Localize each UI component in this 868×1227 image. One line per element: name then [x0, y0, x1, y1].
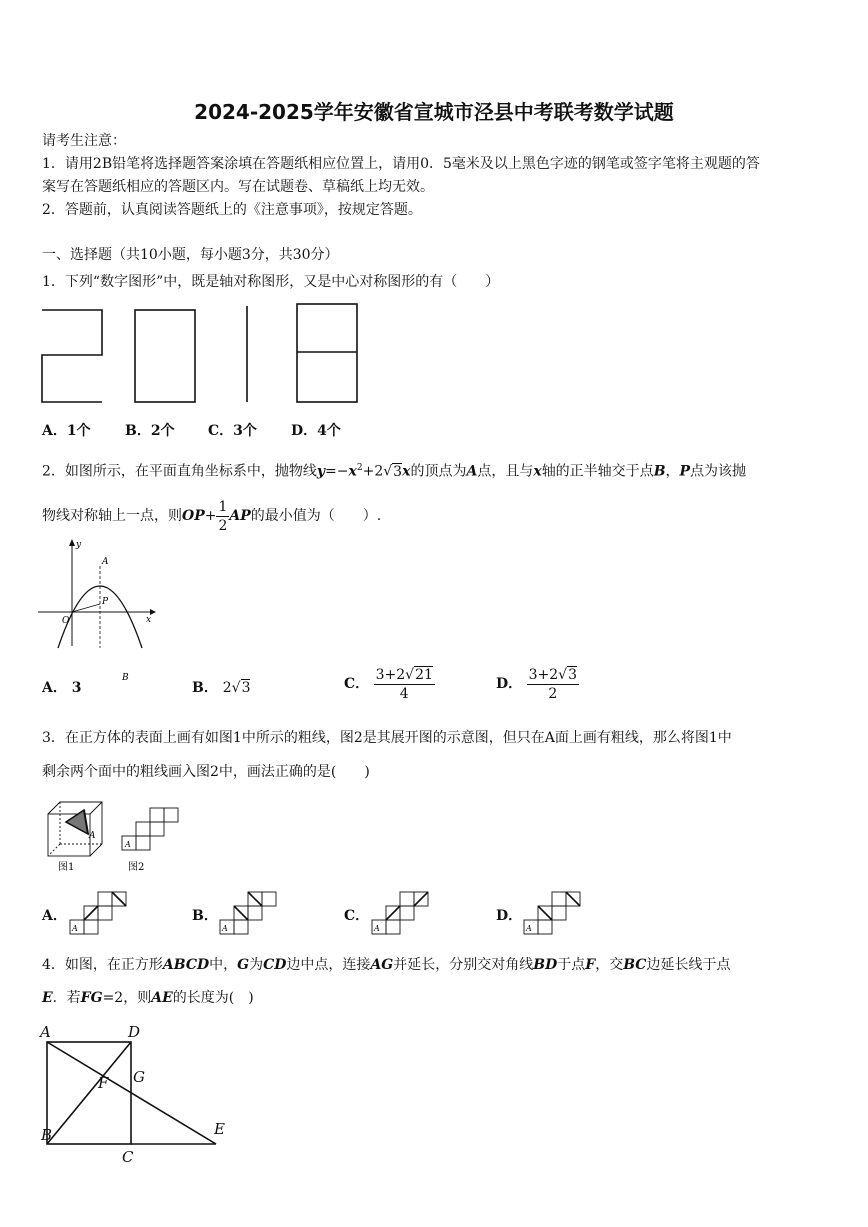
q2-stem-line1: 2．如图所示，在平面直角坐标系中，抛物线$y=-x^2+2√3x$的顶点为A点，且与x轴的正半轴交于点B，P点为该抛 — [42, 463, 747, 480]
q1-stem: 1．下列“数字图形”中，既是轴对称图形，又是中心对称图形的有（ ） — [42, 274, 500, 290]
q3-option-d[interactable]: D． — [496, 908, 523, 924]
svg-text:A: A — [222, 924, 228, 933]
q1-digit-figures — [40, 300, 370, 410]
q2-option-b[interactable]: B． 2√3 — [192, 680, 251, 696]
q2-option-c[interactable]: C． $\frac{3+2√21}{4}$ — [344, 666, 433, 702]
q3-option-b[interactable]: B． — [192, 908, 218, 924]
svg-text:A: A — [374, 924, 380, 933]
svg-text:A: A — [72, 924, 78, 933]
q2-option-d[interactable]: D． $\frac{3+2√3}{2}$ — [496, 666, 577, 702]
section-heading: 一、选择题（共10小题，每小题3分，共30分） — [42, 247, 339, 263]
digit-0-figure — [135, 310, 195, 402]
q4-stem-line2: E．若FG=2，则AE的长度为( ) — [42, 990, 254, 1006]
fig1-caption: 图1 — [58, 862, 75, 873]
q3-option-c[interactable]: C． — [344, 908, 370, 924]
fig-label-p: P — [102, 597, 109, 607]
q4-square-figure — [36, 1020, 236, 1166]
q4-stem-line1: 4．如图，在正方形ABCD中，G为CD边中点，连接AG并延长，分别交对角线BD于点F，交BC边延长线于点 — [42, 957, 731, 973]
fig-label-b: B — [41, 1126, 53, 1144]
digit-2-figure — [42, 310, 102, 402]
fig2-caption: 图2 — [128, 862, 145, 873]
notice-item-1: 1．请用2B铅笔将选择题答案涂填在答题纸相应位置上，请用0．5毫米及以上黑色字迹的钢笔或签字笔将主观题的答 — [42, 156, 760, 172]
q3-stem-line2: 剩余两个面中的粗线画入图2中，画法正确的是( ) — [42, 764, 370, 780]
q1-option-b[interactable]: B．2个 — [125, 423, 175, 439]
notice-item-2: 2．答题前，认真阅读答题纸上的《注意事项》，按规定答题。 — [42, 202, 422, 218]
net-face-a-label: A — [125, 840, 131, 849]
q3-option-b-net[interactable] — [218, 892, 280, 936]
q2-stem-line2: 物线对称轴上一点，则OP+ $\frac{1}{2}$ AP的最小值为（ ）. — [42, 498, 382, 534]
digit-8-figure — [297, 304, 357, 402]
fig-label-c: C — [122, 1148, 134, 1166]
svg-text:A: A — [526, 924, 532, 933]
fig-label-b: B — [122, 673, 129, 683]
q2-option-a[interactable]: A． 3 — [42, 680, 82, 696]
q3-option-c-net[interactable] — [370, 892, 432, 936]
q1-option-c[interactable]: C．3个 — [208, 423, 257, 439]
q3-option-d-net[interactable] — [522, 892, 584, 936]
fig-label-o: O — [62, 616, 70, 626]
q3-stem-line1: 3．在正方体的表面上画有如图1中所示的粗线，图2是其展开图的示意图，但只在A面上画有粗线，那么将图1中 — [42, 730, 732, 746]
fig-label-a: A — [40, 1023, 51, 1041]
q1-option-a[interactable]: A．1个 — [42, 423, 91, 439]
notice-heading: 请考生注意： — [42, 133, 126, 149]
fig-label-x: x — [146, 615, 152, 625]
fig-label-f: F — [98, 1074, 109, 1092]
q3-option-a-net[interactable] — [68, 892, 130, 936]
cube-face-a-label: A — [89, 831, 96, 841]
fig-label-a: A — [102, 557, 109, 567]
fig-label-e: E — [214, 1120, 225, 1138]
q3-option-a[interactable]: A． — [42, 908, 67, 924]
q1-option-d[interactable]: D．4个 — [291, 423, 341, 439]
q2-parabola-figure — [38, 538, 158, 683]
fig-label-g: G — [133, 1068, 145, 1086]
fig-label-y: y — [76, 540, 82, 550]
notice-item-1-cont: 案写在答题纸相应的答题区内。写在试题卷、草稿纸上均无效。 — [42, 179, 434, 195]
q3-cube-figure — [44, 800, 184, 876]
fig-label-d: D — [128, 1023, 141, 1041]
page-title: 2024-2025学年安徽省宣城市泾县中考联考数学试题 — [194, 100, 674, 124]
